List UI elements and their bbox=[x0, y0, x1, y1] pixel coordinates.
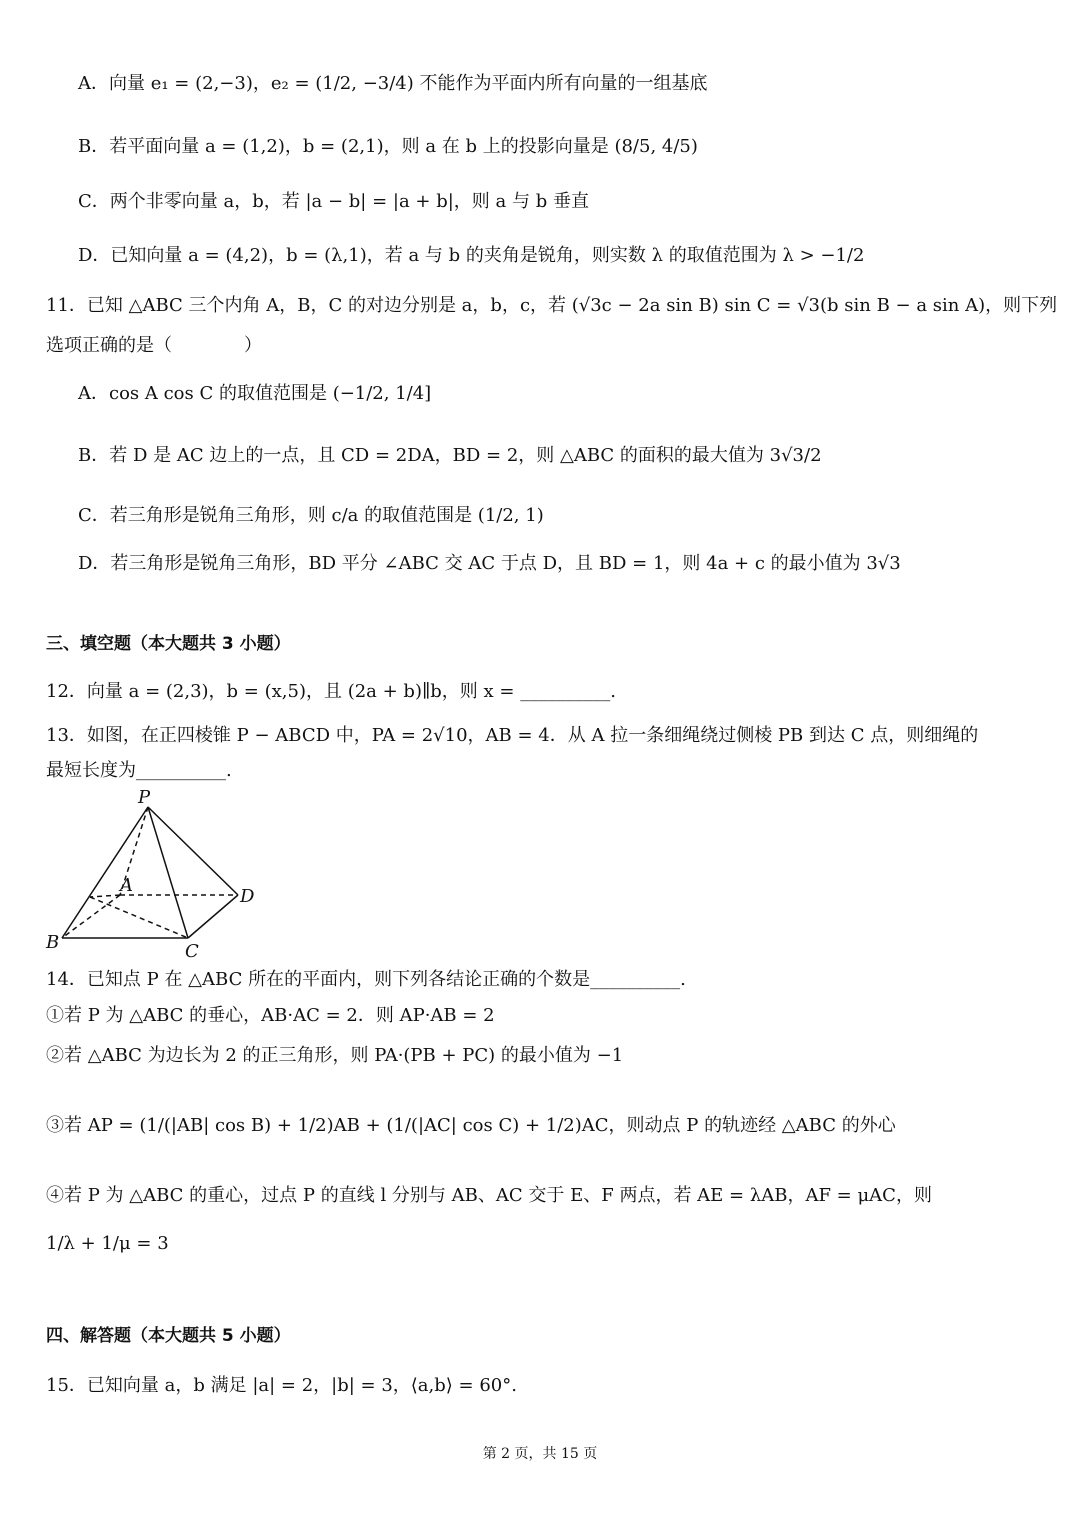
q13-line1: 13．如图，在正四棱锥 P − ABCD 中，PA = 2√10，AB = 4．从 A 拉一条细绳绕过侧棱 PB 到达 C 点，则细绳的 bbox=[46, 725, 979, 746]
section-3-title: 三、填空题（本大题共 3 小题） bbox=[46, 634, 291, 654]
label-a: A bbox=[120, 875, 133, 896]
q11-option-c: C．若三角形是锐角三角形，则 c/a 的取值范围是 (1/2, 1) bbox=[78, 505, 544, 526]
q15-text: 15．已知向量 a，b 满足 |a| = 2，|b| = 3，⟨a,b⟩ = 60°. bbox=[46, 1375, 517, 1396]
q10-option-c: C．两个非零向量 a，b，若 |a − b| = |a + b|，则 a 与 b 垂直 bbox=[78, 191, 589, 212]
q14-item-2: ②若 △ABC 为边长为 2 的正三角形，则 PA·(PB + PC) 的最小值为 −1 bbox=[46, 1045, 624, 1066]
q11-stem-line2: 选项正确的是（ ） bbox=[46, 335, 262, 356]
q14-item-1: ①若 P 为 △ABC 的垂心，AB·AC = 2．则 AP·AB = 2 bbox=[46, 1005, 495, 1026]
q10-option-a: A．向量 e₁ = (2,−3)，e₂ = (1/2, −3/4) 不能作为平面内所有向量的一组基底 bbox=[78, 73, 708, 94]
label-d: D bbox=[240, 886, 255, 907]
q14-stem: 14．已知点 P 在 △ABC 所在的平面内，则下列各结论正确的个数是__________. bbox=[46, 969, 686, 990]
label-c: C bbox=[185, 941, 199, 962]
q11-option-b: B．若 D 是 AC 边上的一点，且 CD = 2DA，BD = 2，则 △ABC 的面积的最大值为 3√3/2 bbox=[78, 445, 822, 466]
q11-option-d: D．若三角形是锐角三角形，BD 平分 ∠ABC 交 AC 于点 D，且 BD = 1，则 4a + c 的最小值为 3√3 bbox=[78, 553, 901, 574]
rope-pb-to-c bbox=[90, 897, 188, 938]
label-p: P bbox=[138, 787, 151, 808]
q14-item-3: ③若 AP = (1/(|AB| cos B) + 1/2)AB + (1/(|AC| cos C) + 1/2)AC，则动点 P 的轨迹经 △ABC 的外心 bbox=[46, 1115, 896, 1136]
label-b: B bbox=[46, 932, 60, 953]
q14-item-4: ④若 P 为 △ABC 的重心，过点 P 的直线 l 分别与 AB、AC 交于 E、F 两点，若 AE = λAB，AF = μAC，则 bbox=[46, 1185, 932, 1206]
q11-option-a: A．cos A cos C 的取值范围是 (−1/2, 1/4] bbox=[78, 383, 432, 404]
page-footer: 第 2 页，共 15 页 bbox=[482, 1446, 598, 1462]
q14-item-4-end: 1/λ + 1/μ = 3 bbox=[46, 1233, 169, 1254]
q11-stem-line1: 11．已知 △ABC 三个内角 A，B，C 的对边分别是 a，b，c，若 (√3c − 2a sin B) sin C = √3(b sin B − a sin A)，则下列 bbox=[46, 295, 1058, 316]
q10-option-d: D．已知向量 a = (4,2)，b = (λ,1)，若 a 与 b 的夹角是锐角，则实数 λ 的取值范围为 λ > −1/2 bbox=[78, 245, 865, 266]
q12-text: 12．向量 a = (2,3)，b = (x,5)，且 (2a + b)∥b，则 x = __________. bbox=[46, 681, 616, 702]
edge-ab bbox=[62, 895, 120, 938]
q10-option-b: B．若平面向量 a = (1,2)，b = (2,1)，则 a 在 b 上的投影向量是 (8/5, 4/5) bbox=[78, 136, 698, 157]
q13-line2: 最短长度为__________. bbox=[46, 760, 232, 781]
rope-a-to-pb bbox=[90, 895, 120, 897]
edge-cd bbox=[188, 895, 238, 938]
edge-pb bbox=[62, 807, 148, 938]
section-4-title: 四、解答题（本大题共 5 小题） bbox=[46, 1326, 291, 1346]
pyramid-figure bbox=[40, 785, 280, 965]
